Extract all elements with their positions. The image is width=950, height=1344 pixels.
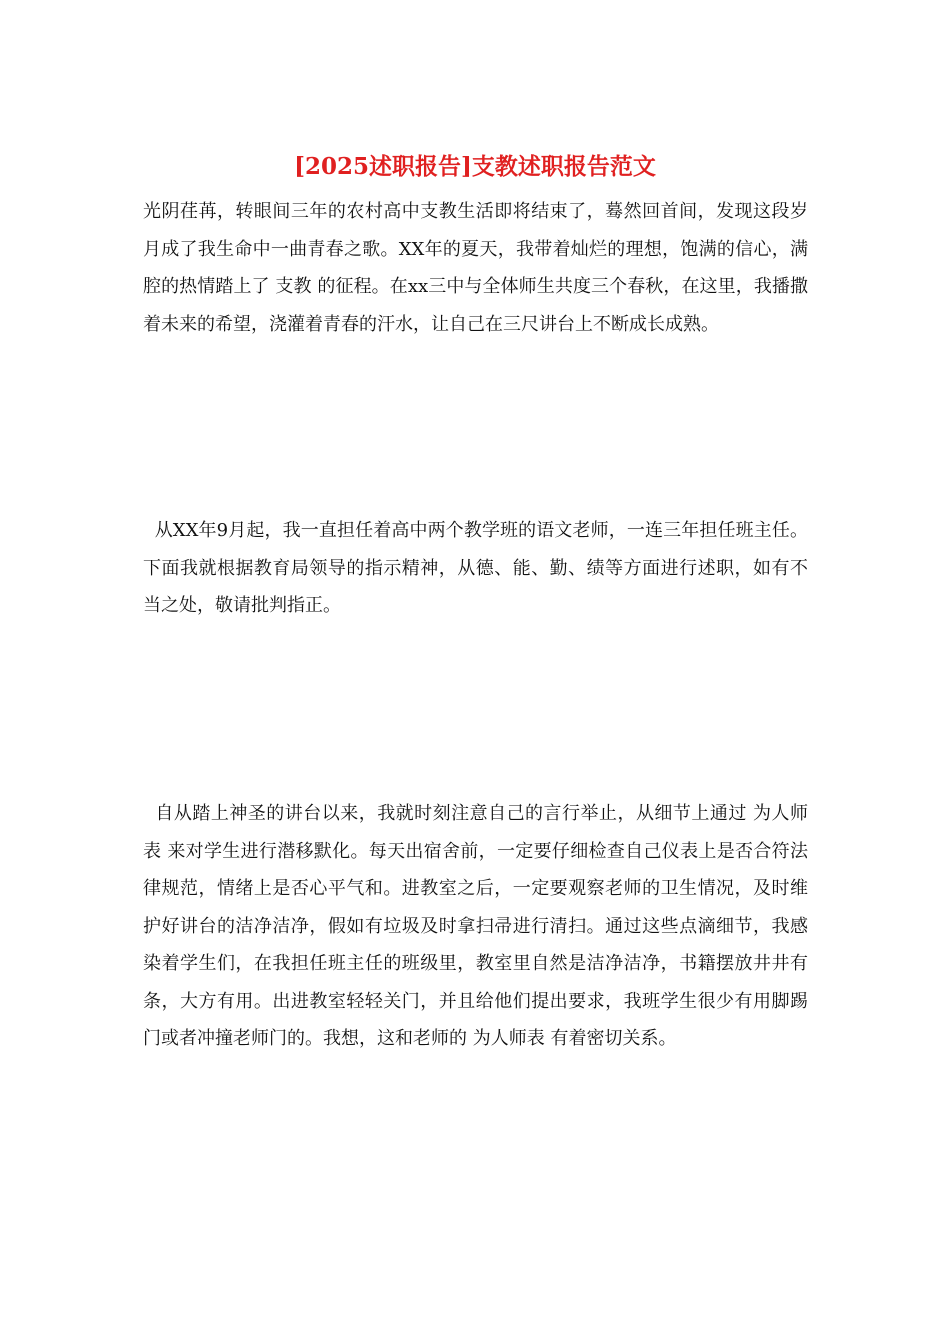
paragraph-conduct: 自从踏上神圣的讲台以来，我就时刻注意自己的言行举止，从细节上通过 为人师表 来对学生进行潜移默化。每天出宿舍前，一定要仔细检查自己仪表上是否合符法律规范，情绪上是否心平气和。进教室之后，一定要观察老师的卫生情况，及时维护好讲台的洁净洁净，假如有垃圾及时拿扫帚进行清扫。通过这些点滴细节，我感染着学生们，在我担任班主任的班级里，教室里自然是洁净洁净，书籍摆放井井有条，大方有用。出进教室轻轻关门，并且给他们提出要求，我班学生很少有用脚踢门或者冲撞老师门的。我想，这和老师的 为人师表 有着密切关系。 — [143, 803, 809, 1049]
paragraph-teaching-role: 从XX年9月起，我一直担任着高中两个教学班的语文老师，一连三年担任班主任。下面我就根据教育局领导的指示精神，从德、能、勤、绩等方面进行述职，如有不当之处，敬请批判指正。 — [143, 520, 808, 616]
paragraph-intro: 光阴荏苒，转眼间三年的农村高中支教生活即将结束了，蓦然回首间，发现这段岁月成了我生命中一曲青春之歌。XX年的夏天，我带着灿烂的理想，饱满的信心，满腔的热情踏上了 支教 的征程。在xx三中与全体师生共度三个春秋，在这里，我播撒着未来的希望，浇灌着青春的汗水，让自己在三尺讲台上不断成长成熟。 — [143, 201, 808, 335]
document-title: [2025述职报告]支教述职报告范文 — [294, 153, 656, 180]
